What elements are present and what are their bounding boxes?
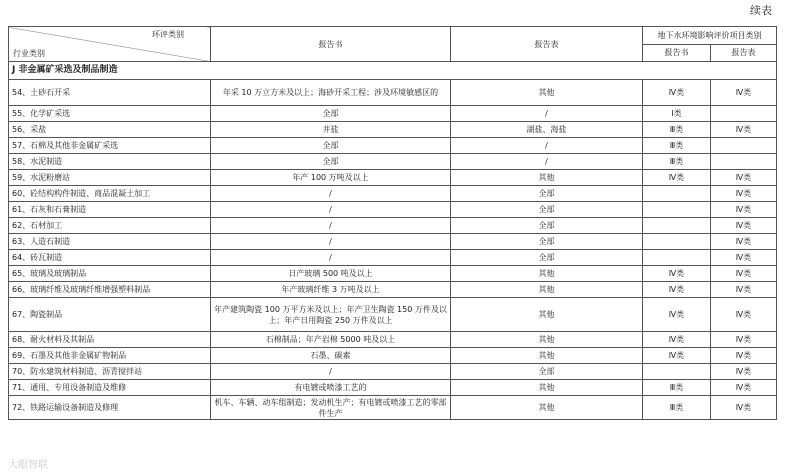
row-report-book: 机车、车辆、动车组制造；发动机生产；有电镀或喷漆工艺的零部件生产: [211, 396, 451, 420]
row-gw-report-book: [643, 202, 711, 218]
row-report-book: 井盐: [211, 122, 451, 138]
row-industry-name: 69、石墨及其他非金属矿物制品: [9, 348, 211, 364]
row-industry-name: 62、石材加工: [9, 218, 211, 234]
row-gw-report-form: Ⅳ类: [711, 202, 777, 218]
row-industry-name: 65、玻璃及玻璃制品: [9, 266, 211, 282]
row-report-form: 全部: [451, 250, 643, 266]
header-gw-report-book: 报告书: [643, 44, 711, 62]
header-groundwater-group: 地下水环境影响评价项目类别: [643, 27, 777, 45]
row-gw-report-book: [643, 186, 711, 202]
row-gw-report-form: [711, 138, 777, 154]
row-gw-report-book: [643, 218, 711, 234]
row-gw-report-book: Ⅳ类: [643, 80, 711, 106]
table-row: [9, 282, 777, 298]
row-gw-report-book: [643, 364, 711, 380]
table-row: [9, 154, 777, 170]
table-row: [9, 170, 777, 186]
header-report-form: 报告表: [451, 27, 643, 62]
row-gw-report-form: Ⅳ类: [711, 282, 777, 298]
row-report-form: 其他: [451, 348, 643, 364]
row-gw-report-book: [643, 234, 711, 250]
row-gw-report-form: Ⅳ类: [711, 266, 777, 282]
row-report-book: 全部: [211, 154, 451, 170]
row-gw-report-form: Ⅳ类: [711, 80, 777, 106]
row-report-book: /: [211, 364, 451, 380]
row-industry-name: 55、化学矿采选: [9, 106, 211, 122]
row-industry-name: 60、砼结构构件制造、商品混凝土加工: [9, 186, 211, 202]
row-industry-name: 67、陶瓷制品: [9, 298, 211, 332]
row-report-form: 全部: [451, 186, 643, 202]
table-row: [9, 80, 777, 106]
row-report-book: 全部: [211, 138, 451, 154]
row-industry-name: 72、铁路运输设备制造及修理: [9, 396, 211, 420]
row-report-book: 年产玻璃纤维 3 万吨及以上: [211, 282, 451, 298]
row-report-book: 日产玻璃 500 吨及以上: [211, 266, 451, 282]
diagonal-header-cell: [9, 27, 211, 62]
row-gw-report-form: Ⅳ类: [711, 234, 777, 250]
row-report-book: 石墨、碳素: [211, 348, 451, 364]
table-row: [9, 250, 777, 266]
row-gw-report-form: [711, 154, 777, 170]
header-industry-category: 行业类别: [13, 49, 45, 58]
table-row: [9, 266, 777, 282]
table-row: [9, 218, 777, 234]
row-industry-name: 66、玻璃纤维及玻璃纤维增强塑料制品: [9, 282, 211, 298]
row-industry-name: 71、通用、专用设备制造及维修: [9, 380, 211, 396]
row-gw-report-form: Ⅳ类: [711, 332, 777, 348]
table-row: [9, 138, 777, 154]
row-gw-report-book: Ⅳ类: [643, 282, 711, 298]
row-gw-report-form: Ⅳ类: [711, 380, 777, 396]
table-row: [9, 186, 777, 202]
table-row: [9, 122, 777, 138]
row-report-form: /: [451, 154, 643, 170]
row-report-book: /: [211, 186, 451, 202]
section-title: J 非金属矿采选及制品制造: [9, 62, 777, 80]
row-report-form: 其他: [451, 282, 643, 298]
row-gw-report-book: Ⅳ类: [643, 170, 711, 186]
row-report-book: 年产 100 万吨及以上: [211, 170, 451, 186]
row-industry-name: 57、石棉及其他非金属矿采选: [9, 138, 211, 154]
row-gw-report-book: Ⅲ类: [643, 396, 711, 420]
row-report-form: 全部: [451, 364, 643, 380]
row-gw-report-book: Ⅳ类: [643, 266, 711, 282]
table-row: [9, 396, 777, 420]
row-gw-report-form: Ⅳ类: [711, 364, 777, 380]
row-industry-name: 58、水泥制造: [9, 154, 211, 170]
row-gw-report-form: Ⅳ类: [711, 348, 777, 364]
row-industry-name: 64、砖瓦制造: [9, 250, 211, 266]
row-industry-name: 70、防水建筑材料制造、沥青搅拌站: [9, 364, 211, 380]
row-report-book: /: [211, 218, 451, 234]
row-report-book: 石棉制品；年产岩棉 5000 吨及以上: [211, 332, 451, 348]
table-row: [9, 234, 777, 250]
row-report-form: 其他: [451, 380, 643, 396]
table-row: [9, 298, 777, 332]
table-row: [9, 106, 777, 122]
row-gw-report-form: [711, 106, 777, 122]
row-industry-name: 63、人造石制造: [9, 234, 211, 250]
row-gw-report-book: Ⅲ类: [643, 380, 711, 396]
eia-category-table: [8, 26, 777, 420]
row-gw-report-book: Ⅲ类: [643, 154, 711, 170]
row-report-form: 其他: [451, 298, 643, 332]
row-report-book: /: [211, 234, 451, 250]
row-gw-report-form: Ⅳ类: [711, 396, 777, 420]
row-report-book: 年产建筑陶瓷 100 万平方米及以上；年产卫生陶瓷 150 万件及以上；年产日用陶瓷 250 万件及以上: [211, 298, 451, 332]
table-row: [9, 380, 777, 396]
table-row: [9, 348, 777, 364]
row-gw-report-form: Ⅳ类: [711, 218, 777, 234]
row-gw-report-form: Ⅳ类: [711, 170, 777, 186]
row-gw-report-form: Ⅳ类: [711, 186, 777, 202]
row-report-form: 其他: [451, 396, 643, 420]
continued-label: 续表: [750, 4, 772, 17]
header-report-book: 报告书: [211, 27, 451, 62]
table-row: [9, 202, 777, 218]
row-industry-name: 56、采盐: [9, 122, 211, 138]
row-report-form: 湖盐、海盐: [451, 122, 643, 138]
row-report-form: 其他: [451, 332, 643, 348]
row-report-form: /: [451, 138, 643, 154]
table-row: [9, 332, 777, 348]
row-industry-name: 54、土砂石开采: [9, 80, 211, 106]
row-report-form: 其他: [451, 170, 643, 186]
row-gw-report-book: Ⅲ类: [643, 138, 711, 154]
row-report-form: /: [451, 106, 643, 122]
row-gw-report-form: Ⅳ类: [711, 250, 777, 266]
row-report-book: 有电镀或喷漆工艺的: [211, 380, 451, 396]
row-report-book: 年采 10 万立方米及以上；海砂开采工程；涉及环境敏感区的: [211, 80, 451, 106]
watermark: 大眼智联: [8, 460, 48, 471]
header-eia-category: 环评类别: [152, 30, 184, 39]
row-report-book: /: [211, 202, 451, 218]
row-gw-report-book: Ⅳ类: [643, 348, 711, 364]
row-gw-report-form: Ⅳ类: [711, 298, 777, 332]
row-report-book: /: [211, 250, 451, 266]
row-report-book: 全部: [211, 106, 451, 122]
header-gw-report-form: 报告表: [711, 44, 777, 62]
row-report-form: 全部: [451, 218, 643, 234]
row-gw-report-book: Ⅲ类: [643, 122, 711, 138]
row-gw-report-book: Ⅳ类: [643, 332, 711, 348]
row-gw-report-book: Ⅳ类: [643, 298, 711, 332]
row-gw-report-form: Ⅳ类: [711, 122, 777, 138]
row-report-form: 全部: [451, 234, 643, 250]
row-gw-report-book: [643, 250, 711, 266]
row-report-form: 其他: [451, 266, 643, 282]
row-industry-name: 61、石灰和石膏制造: [9, 202, 211, 218]
row-report-form: 其他: [451, 80, 643, 106]
table-row: [9, 364, 777, 380]
row-gw-report-book: Ⅰ类: [643, 106, 711, 122]
row-industry-name: 68、耐火材料及其制品: [9, 332, 211, 348]
row-industry-name: 59、水泥粉磨站: [9, 170, 211, 186]
row-report-form: 全部: [451, 202, 643, 218]
